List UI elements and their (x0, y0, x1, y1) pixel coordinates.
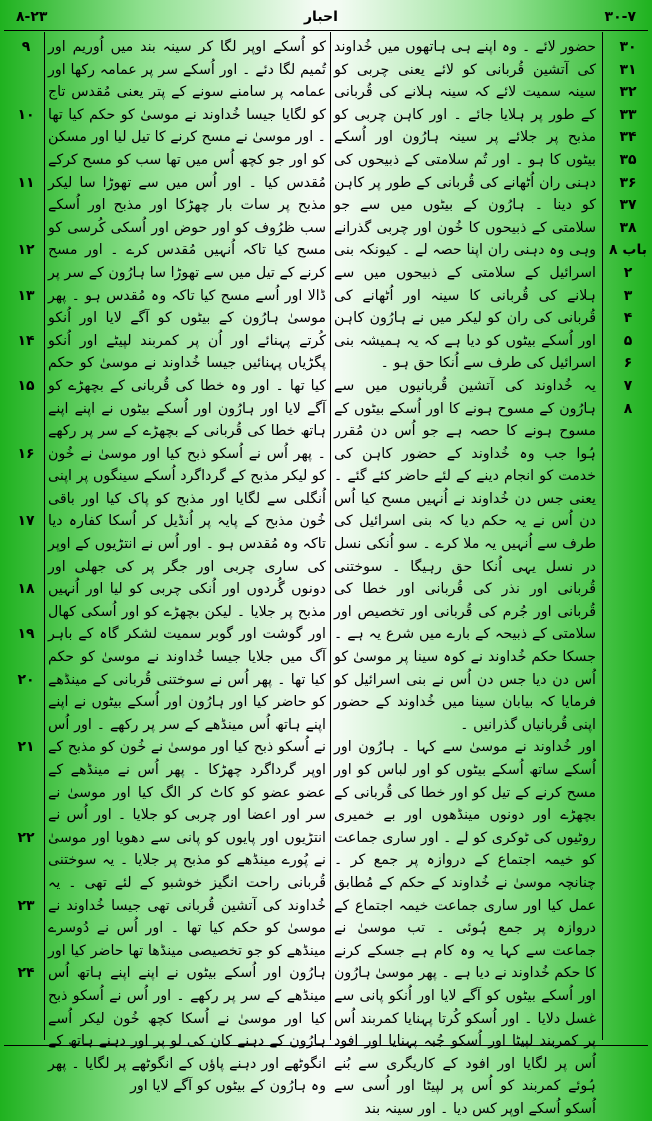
verse-number: ۲۱ (17, 739, 35, 756)
verse-number (6, 149, 46, 172)
verse-number: ۳۳ (619, 106, 637, 123)
verse-number: ۳۰ (619, 39, 637, 55)
verse-number: ۲۰ (17, 671, 35, 688)
text-paragraph: حضور لائے ۔ وہ اپنے ہی ہاتھوں میں خُداوند کی آتشین قُربانی کو لائے یعنی چربی کو سینہ سمیت لائے کہ سینہ ہلانے کی قُربانی کے طور پر ہلایا جائے ۔ اور کاہن چربی کو مذبح پر جلائے پر سینہ ہارُون اور اُسکے بیٹوں کا ہو ۔ اور تُم سلامتی کے ذبیحوں کی دہنی ران اُٹھانے کی قُربانی کے طور پر کاہن کو دینا ۔ ہارُون کے بیٹوں میں سے جو سلامتی کے ذبیحوں کا خُون اور چربی گذرانے وہی وہ دہنی ران اپنا حصہ لے ۔ کیونکہ بنی اسرائیل کے سلامتی کے ذبیحوں میں سے ہلانے کی قُربانی کا سینہ اور اُٹھانے کی قُربانی کی ران کو لیکر میں نے ہارُون کاہن اور اُسکے بیٹوں کو دیا ہے کہ یہ ہمیشہ بنی اسرائیل کی طرف سے اُنکا حق ہو ۔ (334, 39, 596, 372)
verse-number (6, 601, 46, 624)
verse-number: ۹ (21, 39, 31, 55)
page-header (4, 4, 648, 31)
verse-number (6, 759, 46, 782)
text-paragraph: اور خُداوند نے موسیٰ سے کہا ۔ ہارُون اور اُسکے ساتھ اُسکے بیٹوں کو اور لباس کو اور مسح کرنے کے تیل کو اور خطا کی قُربانی کے بچھڑے اور دونوں مینڈھوں اور بے خمیری روٹیوں کی ٹوکری کو لے ۔ اور ساری جماعت کو خیمہ اجتماع کے دروازہ پر جمع کر ۔ چنانچہ موسیٰ نے خُداوند کے حکم کے مُطابق عمل کیا اور ساری جماعت خیمہ اجتماع کے دروازہ پر جمع ہُوئی ۔ تب موسیٰ نے جماعت سے کہا یہ وہ کام ہے جسکے کرنے کا حکم خُداوند نے دیا ہے ۔ پھر موسیٰ ہارُون اور اُسکے بیٹوں کو آگے لایا اور اُنکو پانی سے غسل دلایا ۔ اور اُسکو کُرتا پہنایا کمربند اُس پر کمربند لپیٹا اور اُسکو جُبہ پہنایا اور افود اُس پر لگایا اور افود کے کاریگری سے بُنے ہُوئے کمربند کو اُس پر لپیٹا اور اُسی سے اُسکو اُسکے اوپر کس دیا ۔ اور سینہ بند (334, 739, 596, 1117)
verse-number (6, 398, 46, 421)
bible-page (4, 4, 648, 1117)
right-margin-rule (602, 32, 603, 1040)
verse-number: ۱۹ (17, 626, 35, 643)
verse-number: ۷ (623, 377, 633, 394)
verse-number (6, 872, 46, 895)
center-column-rule (330, 32, 331, 1040)
verse-number (6, 420, 46, 443)
verse-number: ۱۶ (17, 445, 35, 462)
right-text-column (334, 36, 596, 1121)
verse-number (6, 59, 46, 82)
verse-number (6, 217, 46, 240)
verse-number (6, 126, 46, 149)
left-verse-numbers (6, 36, 46, 985)
verse-number (6, 352, 46, 375)
right-verse-numbers (608, 36, 648, 420)
verse-number (6, 194, 46, 217)
verse-number: ۳۱ (619, 61, 637, 78)
verse-number (6, 556, 46, 579)
verse-number: ۱۰ (17, 106, 35, 123)
verse-number (6, 465, 46, 488)
verse-number: ۱۴ (17, 332, 35, 349)
verse-number: ۱۳ (17, 287, 35, 304)
verse-number: ۳۷ (619, 197, 637, 214)
verse-number: ۳۵ (619, 151, 637, 168)
verse-number: ۵ (623, 332, 633, 349)
verse-number (6, 849, 46, 872)
verse-number: ۱۷ (17, 513, 35, 530)
verse-number: ۱۵ (17, 377, 35, 394)
verse-number (6, 646, 46, 669)
verse-number (6, 533, 46, 556)
verse-number (6, 804, 46, 827)
verse-number: ۳۶ (619, 174, 637, 191)
verse-number: ۱۱ (17, 174, 35, 191)
verse-number (6, 917, 46, 940)
verse-number: ۲ (623, 264, 633, 281)
header-verse-range-left: ۸-۲۳ (16, 9, 48, 25)
verse-number: ۴ (623, 310, 633, 327)
verse-number: ۳۴ (619, 129, 637, 146)
verse-number: ۲۳ (17, 897, 35, 914)
verse-number: ۱۲ (17, 242, 35, 259)
verse-number (6, 262, 46, 285)
verse-number: ۸ (623, 400, 633, 417)
verse-number: ۳۲ (619, 84, 637, 101)
left-text-column (48, 36, 326, 1098)
verse-number: ۲۴ (17, 965, 35, 982)
verse-number (6, 488, 46, 511)
verse-number (6, 782, 46, 805)
verse-number (6, 691, 46, 714)
verse-number (6, 307, 46, 330)
page-bottom-rule (4, 1045, 648, 1046)
verse-number (6, 81, 46, 104)
verse-number: باب ۸ (608, 242, 647, 259)
verse-number: ۱۸ (17, 581, 35, 598)
verse-number: ۶ (623, 355, 633, 372)
verse-number: ۳۸ (619, 219, 637, 236)
verse-number: ۲۲ (17, 829, 35, 846)
verse-number (6, 714, 46, 737)
header-book-title: احبار (304, 9, 338, 25)
header-verse-range-right: ۳۰-۷ (604, 9, 636, 25)
verse-number (6, 940, 46, 963)
text-paragraph: کو اُسکے اوپر لگا کر سینہ بند میں اُوریم اور تُمیم لگا دئے ۔ اور اُسکے سر پر عمامہ رکھا اور عمامہ پر سامنے سونے کے پتر یعنی مُقدس تاج کو لگایا جیسا خُداوند نے موسیٰ کو حکم کیا تھا ۔ اور موسیٰ نے مسح کرنے کا تیل لیا اور مسکن کو اور جو کچھ اُس میں تھا سب کو مسح کرکے مُقدس کیا ۔ اور اُس میں سے تھوڑا سا لیکر مذبح پر سات بار چھڑکا اور مذبح اور اُسکے سب ظرُوف کو اور حوض اور اُسکی کُرسی کو مسح کیا تاکہ اُنہیں مُقدس کرے ۔ اور مسح کرنے کے تیل میں سے تھوڑا سا ہارُون کے سر پر ڈالا اور اُسے مسح کیا تاکہ وہ مُقدس ہو ۔ پھر موسیٰ ہارُون کے بیٹوں کو آگے لایا اور اُنکو کُرتے پہنائے اور اُن پر کمربند لپیٹے اور اُنکو پگڑیاں پہنائیں جیسا خُداوند نے موسیٰ کو حکم کیا تھا ۔ اور وہ خطا کی قُربانی کے بچھڑے کو آگے لایا اور ہارُون اور اُسکے بیٹوں نے اپنے اپنے ہاتھ خطا کی قُربانی کے بچھڑے کے سر پر رکھے ۔ پھر اُس نے اُسکو ذبح کیا اور موسیٰ نے خُون کو لیکر مذبح کے گرداگرد اُسکے سینگوں پر اپنی اُنگلی سے لگایا اور مذبح کو پاک کیا اور باقی خُون مذبح کے پایہ پر اُنڈیل کر اُسکا کفارہ دیا تاکہ وہ مُقدس ہو ۔ اور اُس نے انتڑیوں کے اوپر کی ساری چربی اور جگر پر کی جھلی اور دونوں گُردوں اور اُنکی چربی کو لیا اور اُنہیں مذبح پر جلایا ۔ لیکن بچھڑے کو اور اُسکی کھال اور گوشت اور گوبر سمیت لشکر گاہ کے باہر آگ میں جلایا جیسا خُداوند نے موسیٰ کو حکم کیا تھا ۔ پھر اُس نے سوختنی قُربانی کے مینڈھے کو حاضر کیا اور ہارُون اور اُسکے بیٹوں نے اپنے اپنے ہاتھ اُس مینڈھے کے سر پر رکھے ۔ اور اُس نے اُسکو ذبح کیا اور موسیٰ نے خُون کو مذبح کے اوپر گرداگرد چھڑکا ۔ پھر اُس نے مینڈھے کے عضو عضو کو کاٹ کر الگ کیا اور موسیٰ نے سر اور اعضا اور چربی کو جلایا ۔ اور اُس نے انتڑیوں اور پایوں کو پانی سے دھویا اور موسیٰ نے پُورے مینڈھے کو مذبح پر جلایا ۔ یہ سوختنی قُربانی راحت انگیز خوشبو کے لئے تھی ۔ یہ خُداوند کی آتشین قُربانی تھی جیسا خُداوند نے موسیٰ کو حکم کیا تھا ۔ اور اُس نے دُوسرے مینڈھے کو جو تخصیصی مینڈھا تھا حاضر کیا اور ہارُون اور اُسکے بیٹوں نے اپنے اپنے ہاتھ اُس مینڈھے کے سر پر رکھے ۔ اور اُس نے اُسکو ذبح کیا اور موسیٰ نے اُسکا کچھ خُون لیکر اُسے ہارُون کے دہنے کان کی لو پر اور دہنے ہاتھ کے انگوٹھے اور دہنے پاؤں کے انگوٹھے پر لگایا ۔ پھر وہ ہارُون کے بیٹوں کو آگے لایا اور (48, 39, 326, 1095)
verse-number: ۳ (623, 287, 633, 304)
text-paragraph: یہ خُداوند کی آتشین قُربانیوں میں سے ہارُون کے مسوح ہونے کا اور اُسکے بیٹوں کے مسوح ہونے کا حصہ ہے جو اُس دن مُقرر ہُوا جب وہ خُداوند کے حضور کاہن کی خدمت کو انجام دینے کے لئے حاضر کئے گئے ۔ یعنی جس دن خُداوند نے اُنہیں مسح کیا اُس دن اُس نے یہ حکم دیا کہ بنی اسرائیل کی طرف سے اُنہیں یہ ملا کرے ۔ سو اُنکی نسل در نسل یہی اُنکا حق رہیگا ۔ سوختنی قُربانی اور نذر کی قُربانی اور خطا کی قُربانی اور جُرم کی قُربانی اور تخصیص اور سلامتی کے ذبیحہ کے بارے میں شرع یہ ہے ۔ جسکا حکم خُداوند نے کوہ سینا پر موسیٰ کو اُس دن دیا جس دن اُس نے بنی اسرائیل کو فرمایا کہ بیابان سینا میں خُداوند کے حضور اپنی قُربانیاں گذرانیں ۔ (334, 377, 596, 733)
